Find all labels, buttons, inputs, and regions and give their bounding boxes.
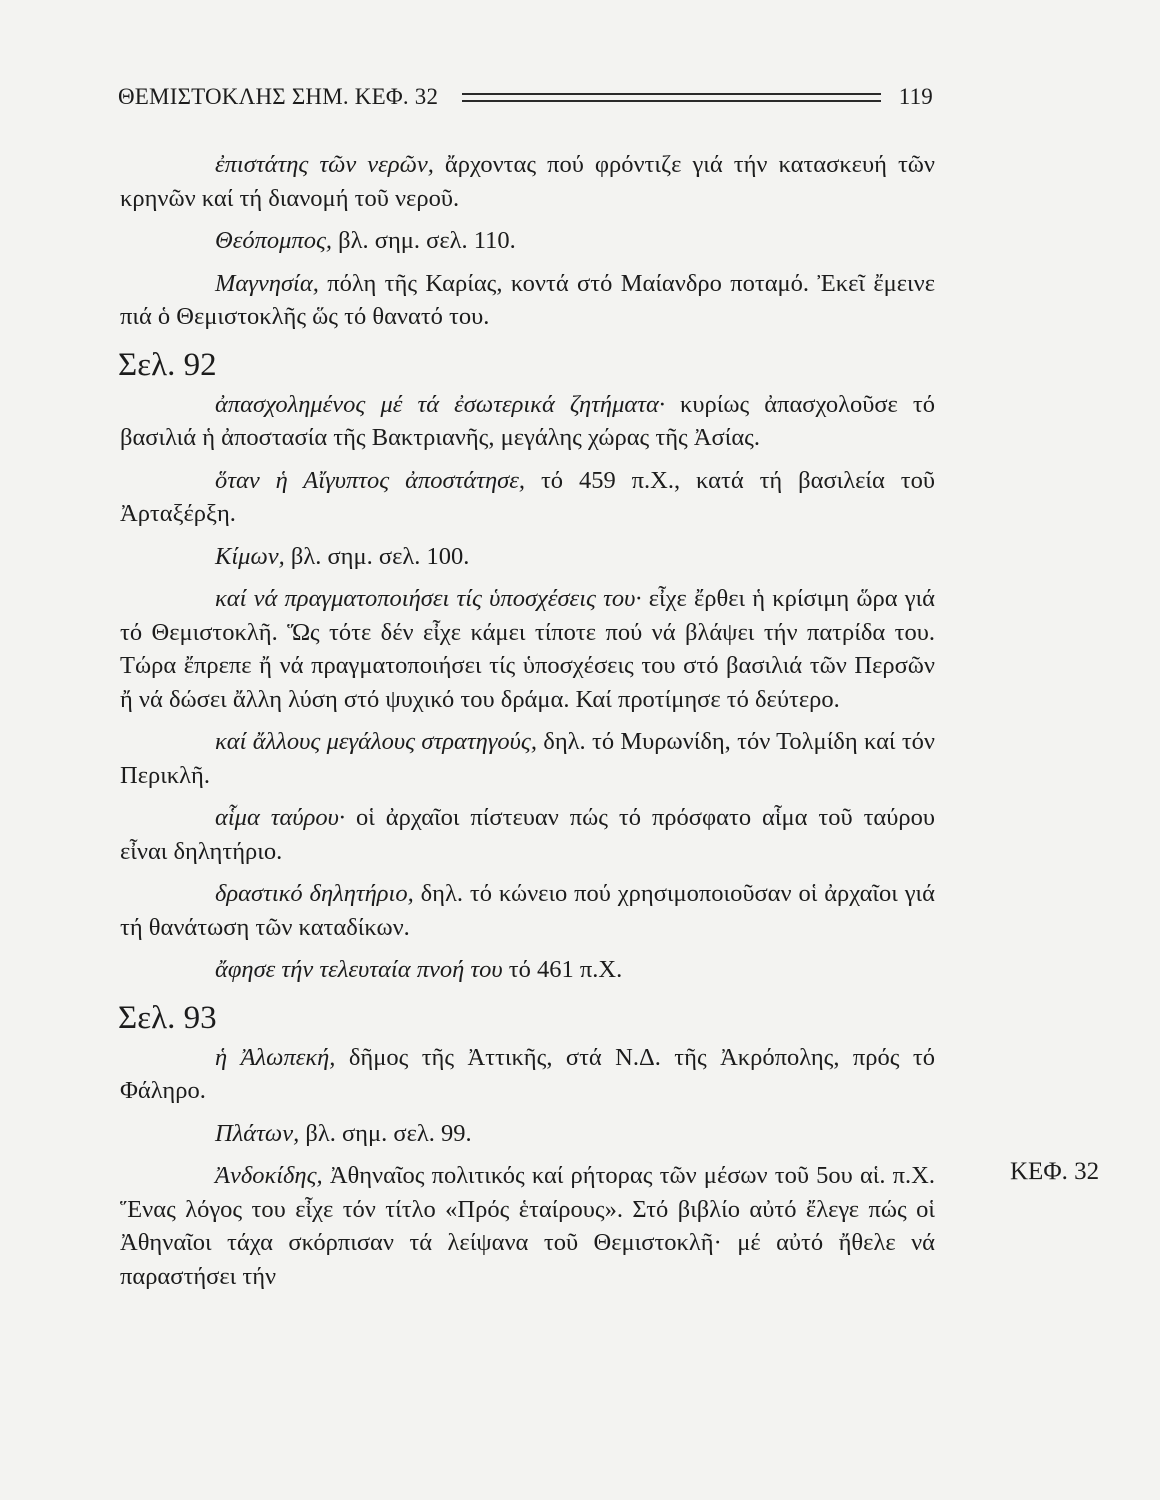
header-rule xyxy=(462,93,881,102)
note-text: ἄρχοντας πού φρόντιζε γιά τήν κατασκευή τῶν κρηνῶν καί τή διανομή τοῦ νεροῦ. xyxy=(120,151,935,212)
note-text: βλ. σημ. σελ. 99. xyxy=(299,1119,472,1147)
notes-body xyxy=(120,148,935,1302)
note-term: καί ἄλλους μεγάλους στρατηγούς, xyxy=(215,728,537,755)
section-heading: Σελ. 93 xyxy=(118,999,217,1036)
note-entry xyxy=(120,1041,935,1108)
note-text: Ἀθηναῖος πολιτικός καί ρήτορας τῶν μέσων τοῦ 5ου αἱ. π.Χ. Ἕνας λόγος του εἶχε τόν τίτλο «Πρός ἑταίρους». Στό βιβλίο αὐτό ἔλεγε πώς οἱ Ἀθηναῖοι τάχα σκόρπισαν τά λείψανα τοῦ Θεμιστοκλῆ· μέ αὐτό ἤθελε νά παραστήσει τήν xyxy=(120,1162,935,1290)
note-entry xyxy=(120,801,935,868)
note-term: Ἀνδοκίδης, xyxy=(215,1162,323,1189)
note-text: οἱ ἀρχαῖοι πίστευαν πώς τό πρόσφατο αἷμα τοῦ ταύρου εἶναι δηλητήριο. xyxy=(120,804,935,865)
note-entry xyxy=(120,224,935,258)
note-text: βλ. σημ. σελ. 100. xyxy=(284,542,470,570)
header-title: ΘΕΜΙΣΤΟΚΛΗΣ ΣΗΜ. ΚΕΦ. 32 xyxy=(118,84,439,109)
note-text: τό 461 π.Χ. xyxy=(502,956,623,983)
chapter-margin-note: ΚΕΦ. 32 xyxy=(1010,1158,1100,1185)
note-text: δηλ. τό κώνειο πού χρησιμοποιοῦσαν οἱ ἀρχαῖοι γιά τή θανάτωση τῶν καταδίκων. xyxy=(120,880,935,941)
note-text: δῆμος τῆς Ἀττικῆς, στά Ν.Δ. τῆς Ἀκρόπολης, πρός τό Φάληρο. xyxy=(120,1043,935,1104)
note-term: ἀπασχολημένος μέ τά ἐσωτερικά ζητήματα· xyxy=(215,390,665,418)
note-entry xyxy=(120,725,935,792)
page-number: 119 xyxy=(898,84,933,109)
note-term: καί νά πραγματοποιήσει τίς ὑποσχέσεις του· xyxy=(215,585,642,612)
running-header xyxy=(118,80,933,114)
note-entry xyxy=(120,1117,935,1151)
note-text: εἶχε ἔρθει ἡ κρίσιμη ὥρα γιά τό Θεμιστοκλῆ. Ὥς τότε δέν εἶχε κάμει τίποτε πού νά βλάψει τήν πατρίδα του. Τώρα ἔπρεπε ἤ νά πραγματοποιήσει τίς ὑποσχέσεις του στό βασιλιά τῶν Περσῶν ἤ νά δώσει ἄλλη λύση στό ψυχικό του δράμα. Καί προτίμησε τό δεύτερο. xyxy=(120,585,935,713)
section-heading: Σελ. 92 xyxy=(118,346,217,383)
note-entry xyxy=(120,582,935,716)
note-term: ὅταν ἡ Αἴγυπτος ἀποστάτησε, xyxy=(215,466,526,494)
note-term: ἄφησε τήν τελευταία πνοή του xyxy=(215,956,503,983)
note-entry xyxy=(120,953,935,987)
note-term: ἐπιστάτης τῶν νερῶν, xyxy=(215,151,434,178)
note-term: ἡ Ἀλωπεκή, xyxy=(215,1043,336,1071)
note-text: κυρίως ἀπασχολοῦσε τό βασιλιά ἡ ἀποστασία τῆς Βακτριανῆς, μεγάλης χώρας τῆς Ἀσίας. xyxy=(120,390,935,451)
note-entry xyxy=(120,540,935,574)
note-term: Κίμων, xyxy=(215,542,285,570)
note-term: Πλάτων, xyxy=(215,1119,300,1147)
note-text: τό 459 π.Χ., κατά τή βασιλεία τοῦ Ἀρταξέρξη. xyxy=(120,466,935,527)
note-entry xyxy=(120,464,935,531)
note-text: δηλ. τό Μυρωνίδη, τόν Τολμίδη καί τόν Περικλῆ. xyxy=(120,728,935,789)
note-term: αἷμα ταύρου· xyxy=(215,804,346,831)
note-entry xyxy=(120,877,935,944)
note-entry xyxy=(120,148,935,215)
note-term: δραστικό δηλητήριο, xyxy=(215,880,414,907)
note-term: Θεόπομπος, xyxy=(215,227,333,254)
note-term: Μαγνησία, xyxy=(215,269,319,297)
note-entry xyxy=(120,1159,935,1293)
note-entry xyxy=(120,267,935,334)
note-text: πόλη τῆς Καρίας, κοντά στό Μαίανδρο ποταμό. Ἐκεῖ ἔμεινε πιά ὁ Θεμιστοκλῆς ὥς τό θανατό του. xyxy=(120,269,935,330)
note-entry xyxy=(120,388,935,455)
note-text: βλ. σημ. σελ. 110. xyxy=(332,227,516,254)
